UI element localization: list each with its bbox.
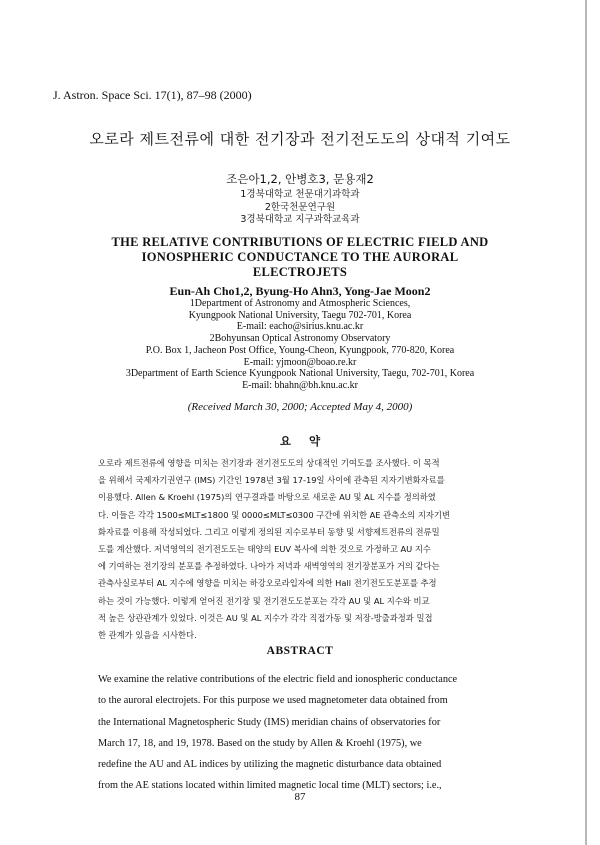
korean-affiliation-2: 2한국천문연구원: [264, 202, 336, 213]
korean-abstract-line: 화자료를 이용해 작성되었다. 그리고 이렇게 정의된 지수로부터 동향 및 서향제트전류의 전류밀: [98, 526, 440, 537]
affiliation-email: E-mail: eacho@sirius.knu.ac.kr: [236, 321, 364, 333]
affiliation-line: P.O. Box 1, Jacheon Post Office, Young-Cheon, Kyungpook, 770-820, Korea: [145, 344, 455, 356]
page-edge-shadow: [585, 0, 587, 845]
affiliation-line: Kyungpook National University, Taegu 702-701, Korea: [188, 309, 412, 321]
abstract-line: the International Magnetospheric Study (IMS) meridian chains of observatories for: [98, 716, 441, 728]
english-title-line: THE RELATIVE CONTRIBUTIONS OF ELECTRIC FIELD AND: [111, 235, 489, 249]
journal-reference: J. Astron. Space Sci. 17(1), 87–98 (2000): [53, 88, 252, 102]
affiliation-line: 1Department of Astronomy and Atmospheric Sciences,: [189, 298, 411, 309]
affiliation-email: E-mail: bhahn@bh.knu.ac.kr: [242, 379, 358, 391]
english-title-line: ELECTROJETS: [252, 265, 348, 279]
abstract-heading: ABSTRACT: [266, 645, 334, 657]
korean-abstract-line: 이용했다. Allen & Kroehl (1975)의 연구결과를 바탕으로 새로운 AU 및 AL 지수를 정의하였: [98, 492, 436, 503]
korean-abstract-line: 다. 이들은 각각 1500≤MLT≤1800 및 0000≤MLT≤0300 구간에 위치한 AE 관측소의 지자기변: [98, 509, 450, 520]
korean-title: 오로라 제트전류에 대한 전기장과 전기전도도의 상대적 기여도: [89, 130, 511, 148]
abstract-line: from the AE stations located within limited magnetic local time (MLT) sectors; i.e.,: [98, 780, 442, 792]
korean-abstract-line: 오로라 제트전류에 영향을 미치는 전기장과 전기전도도의 상대적인 기여도를 조사했다. 이 목적: [98, 458, 440, 468]
affiliation-line: 2Bohyunsan Optical Astronomy Observatory: [209, 333, 391, 345]
korean-abstract-line: 관측사실로부터 AL 지수에 영향을 미치는 하강오로라입자에 의한 Hall 전기전도도분포를 추정: [98, 578, 437, 589]
korean-abstract-line: 하는 것이 가능했다. 이렇게 얻어진 전기장 및 전기전도도분포는 각각 AU 및 AL 지수와 비교: [98, 595, 430, 606]
korean-abstract-line: 한 관계가 있음을 시사한다.: [98, 630, 197, 641]
affiliation-line: 3Department of Earth Science Kyungpook National University, Taegu, 702-701, Korea: [125, 368, 475, 380]
abstract-line: to the auroral electrojets. For this purpose we used magnetometer data obtained from: [98, 695, 448, 707]
abstract-line: redefine the AU and AL indices by utilizing the magnetic disturbance data obtained: [98, 759, 442, 771]
korean-abstract-line: 도를 계산했다. 저녁영역의 전기전도도는 태양의 EUV 복사에 의한 것으로 가정하고 AU 지수: [98, 544, 431, 555]
korean-abstract-line: 을 위해서 국제자기권연구 (IMS) 기간인 1978년 3월 17-19일 사이에 관측된 지자기변화자료를: [98, 475, 445, 486]
english-authors: Eun-Ah Cho1,2, Byung-Ho Ahn3, Yong-Jae Moon2: [169, 284, 431, 298]
received-date: (Received March 30, 2000; Accepted May 4, 2000): [187, 401, 413, 413]
page-number: 87: [294, 791, 306, 803]
english-affiliations: [0, 298, 600, 392]
korean-affiliation-1: 1경북대학교 천문대기과학과: [240, 189, 360, 200]
english-title: [0, 235, 600, 280]
korean-abstract-heading: 요약: [279, 434, 339, 448]
abstract-line: We examine the relative contributions of the electric field and ionospheric conductance: [98, 674, 458, 685]
korean-abstract-body: [98, 455, 502, 644]
korean-authors: 조은아1,2, 안병호3, 문용재2: [226, 172, 374, 186]
abstract-line: March 17, 18, and 19, 1978. Based on the study by Allen & Kroehl (1975), we: [98, 737, 422, 749]
korean-abstract-line: 에 기여하는 전기장의 분포를 추정하였다. 나아가 저녁과 새벽영역의 전기장분포가 거의 같다는: [98, 561, 440, 572]
korean-affiliation-3: 3경북대학교 지구과학교육과: [240, 214, 360, 225]
abstract-body: [98, 669, 502, 797]
english-title-line: IONOSPHERIC CONDUCTANCE TO THE AURORAL: [141, 250, 459, 264]
korean-abstract-line: 적 높은 상관관계가 있었다. 이것은 AU 및 AL 지수가 각각 직접가동 및 저장-방출과정과 밀접: [98, 612, 433, 623]
affiliation-email: E-mail: yjmoon@boao.re.kr: [243, 356, 357, 368]
